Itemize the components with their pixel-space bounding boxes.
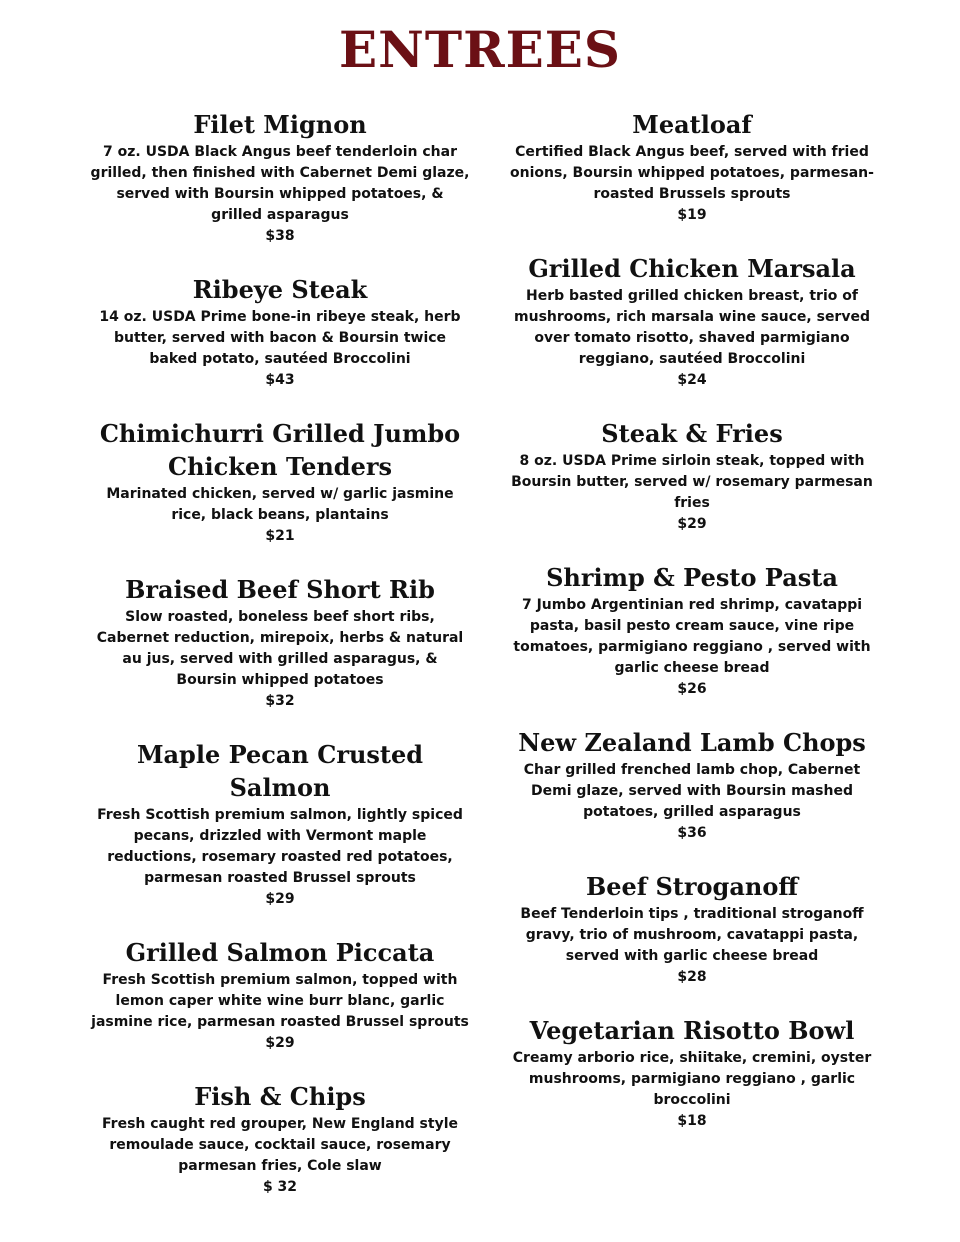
left-menu-column — [90, 108, 470, 1198]
item-name: Grilled Chicken Marsala — [528, 254, 856, 283]
item-description: Char grilled frenched lamb chop, Cabernet Demi glaze, served with Boursin mashed potatoes, grilled asparagus — [523, 762, 861, 820]
item-name: Braised Beef Short Rib — [125, 575, 435, 604]
item-name: Ribeye Steak — [192, 275, 368, 304]
menu-item-vegetarian-risotto-bowl — [502, 1014, 882, 1132]
menu-item-chimichurri-chicken-tenders — [90, 417, 470, 547]
menu-item-ribeye-steak — [90, 273, 470, 391]
item-description: Creamy arborio rice, shiitake, cremini, oyster mushrooms, parmigiano reggiano , garlic broccolini — [512, 1050, 872, 1108]
menu-item-beef-stroganoff — [502, 870, 882, 988]
menu-item-meatloaf — [502, 108, 882, 226]
item-price: $24 — [677, 372, 707, 388]
item-name: New Zealand Lamb Chops — [518, 728, 866, 757]
item-price: $19 — [677, 207, 707, 223]
item-name: Shrimp & Pesto Pasta — [546, 563, 838, 592]
menu-item-maple-pecan-salmon — [90, 738, 470, 910]
item-description: Fresh Scottish premium salmon, lightly spiced pecans, drizzled with Vermont maple reductions, rosemary roasted red potatoes, parmesan roasted Brussel sprouts — [97, 807, 463, 886]
item-description: Fresh Scottish premium salmon, topped with lemon caper white wine burr blanc, garlic jasmine rice, parmesan roasted Brussel sprouts — [91, 972, 469, 1030]
item-price: $43 — [265, 372, 295, 388]
item-description: Fresh caught red grouper, New England style remoulade sauce, cocktail sauce, rosemary parmesan fries, Cole slaw — [102, 1116, 458, 1174]
item-description: Certified Black Angus beef, served with fried onions, Boursin whipped potatoes, parmesan-roasted Brussels sprouts — [510, 144, 874, 202]
item-price: $21 — [265, 528, 295, 544]
item-name: Maple Pecan Crusted Salmon — [136, 740, 424, 802]
menu-item-filet-mignon — [90, 108, 470, 247]
item-description: Slow roasted, boneless beef short ribs, Cabernet reduction, mirepoix, herbs & natural au jus, served with grilled asparagus, & Boursin whipped potatoes — [96, 609, 464, 688]
item-name: Filet Mignon — [193, 110, 367, 139]
item-name: Beef Stroganoff — [585, 872, 799, 901]
menu-item-grilled-salmon-piccata — [90, 936, 470, 1054]
page-title: ENTREES — [339, 20, 621, 79]
item-price: $36 — [677, 825, 707, 841]
item-name: Chimichurri Grilled Jumbo Chicken Tenders — [99, 419, 461, 481]
menu-item-braised-beef-short-rib — [90, 573, 470, 712]
item-price: $38 — [265, 228, 295, 244]
item-description: 14 oz. USDA Prime bone-in ribeye steak, herb butter, served with bacon & Boursin twice baked potato, sautéed Broccolini — [99, 309, 461, 367]
menu-item-fish-and-chips — [90, 1080, 470, 1198]
item-name: Fish & Chips — [194, 1082, 366, 1111]
item-description: Marinated chicken, served w/ garlic jasmine rice, black beans, plantains — [106, 486, 454, 523]
item-price: $ 32 — [262, 1179, 298, 1195]
item-price: $29 — [677, 516, 707, 532]
right-menu-column — [502, 108, 882, 1132]
item-description: 8 oz. USDA Prime sirloin steak, topped with Boursin butter, served w/ rosemary parmesan fries — [511, 453, 873, 511]
item-price: $29 — [265, 891, 295, 907]
menu-item-steak-and-fries — [502, 417, 882, 535]
item-price: $28 — [677, 969, 707, 985]
item-description: 7 Jumbo Argentinian red shrimp, cavatappi pasta, basil pesto cream sauce, vine ripe tomatoes, parmigiano reggiano , served with garlic cheese bread — [513, 597, 871, 676]
item-description: Herb basted grilled chicken breast, trio of mushrooms, rich marsala wine sauce, served over tomato risotto, shaved parmigiano reggiano, sautéed Broccolini — [514, 288, 870, 367]
menu-item-new-zealand-lamb-chops — [502, 726, 882, 844]
item-name: Vegetarian Risotto Bowl — [529, 1016, 855, 1045]
item-name: Meatloaf — [632, 110, 752, 139]
item-description: Beef Tenderloin tips , traditional stroganoff gravy, trio of mushroom, cavatappi pasta, served with garlic cheese bread — [520, 906, 864, 964]
item-price: $26 — [677, 681, 707, 697]
item-name: Steak & Fries — [601, 419, 783, 448]
item-price: $29 — [265, 1035, 295, 1051]
item-price: $32 — [265, 693, 295, 709]
item-price: $18 — [677, 1113, 707, 1129]
item-name: Grilled Salmon Piccata — [125, 938, 435, 967]
menu-item-shrimp-pesto-pasta — [502, 561, 882, 700]
menu-item-grilled-chicken-marsala — [502, 252, 882, 391]
item-description: 7 oz. USDA Black Angus beef tenderloin char grilled, then finished with Cabernet Demi glaze, served with Boursin whipped potatoes, & grilled asparagus — [90, 144, 470, 223]
